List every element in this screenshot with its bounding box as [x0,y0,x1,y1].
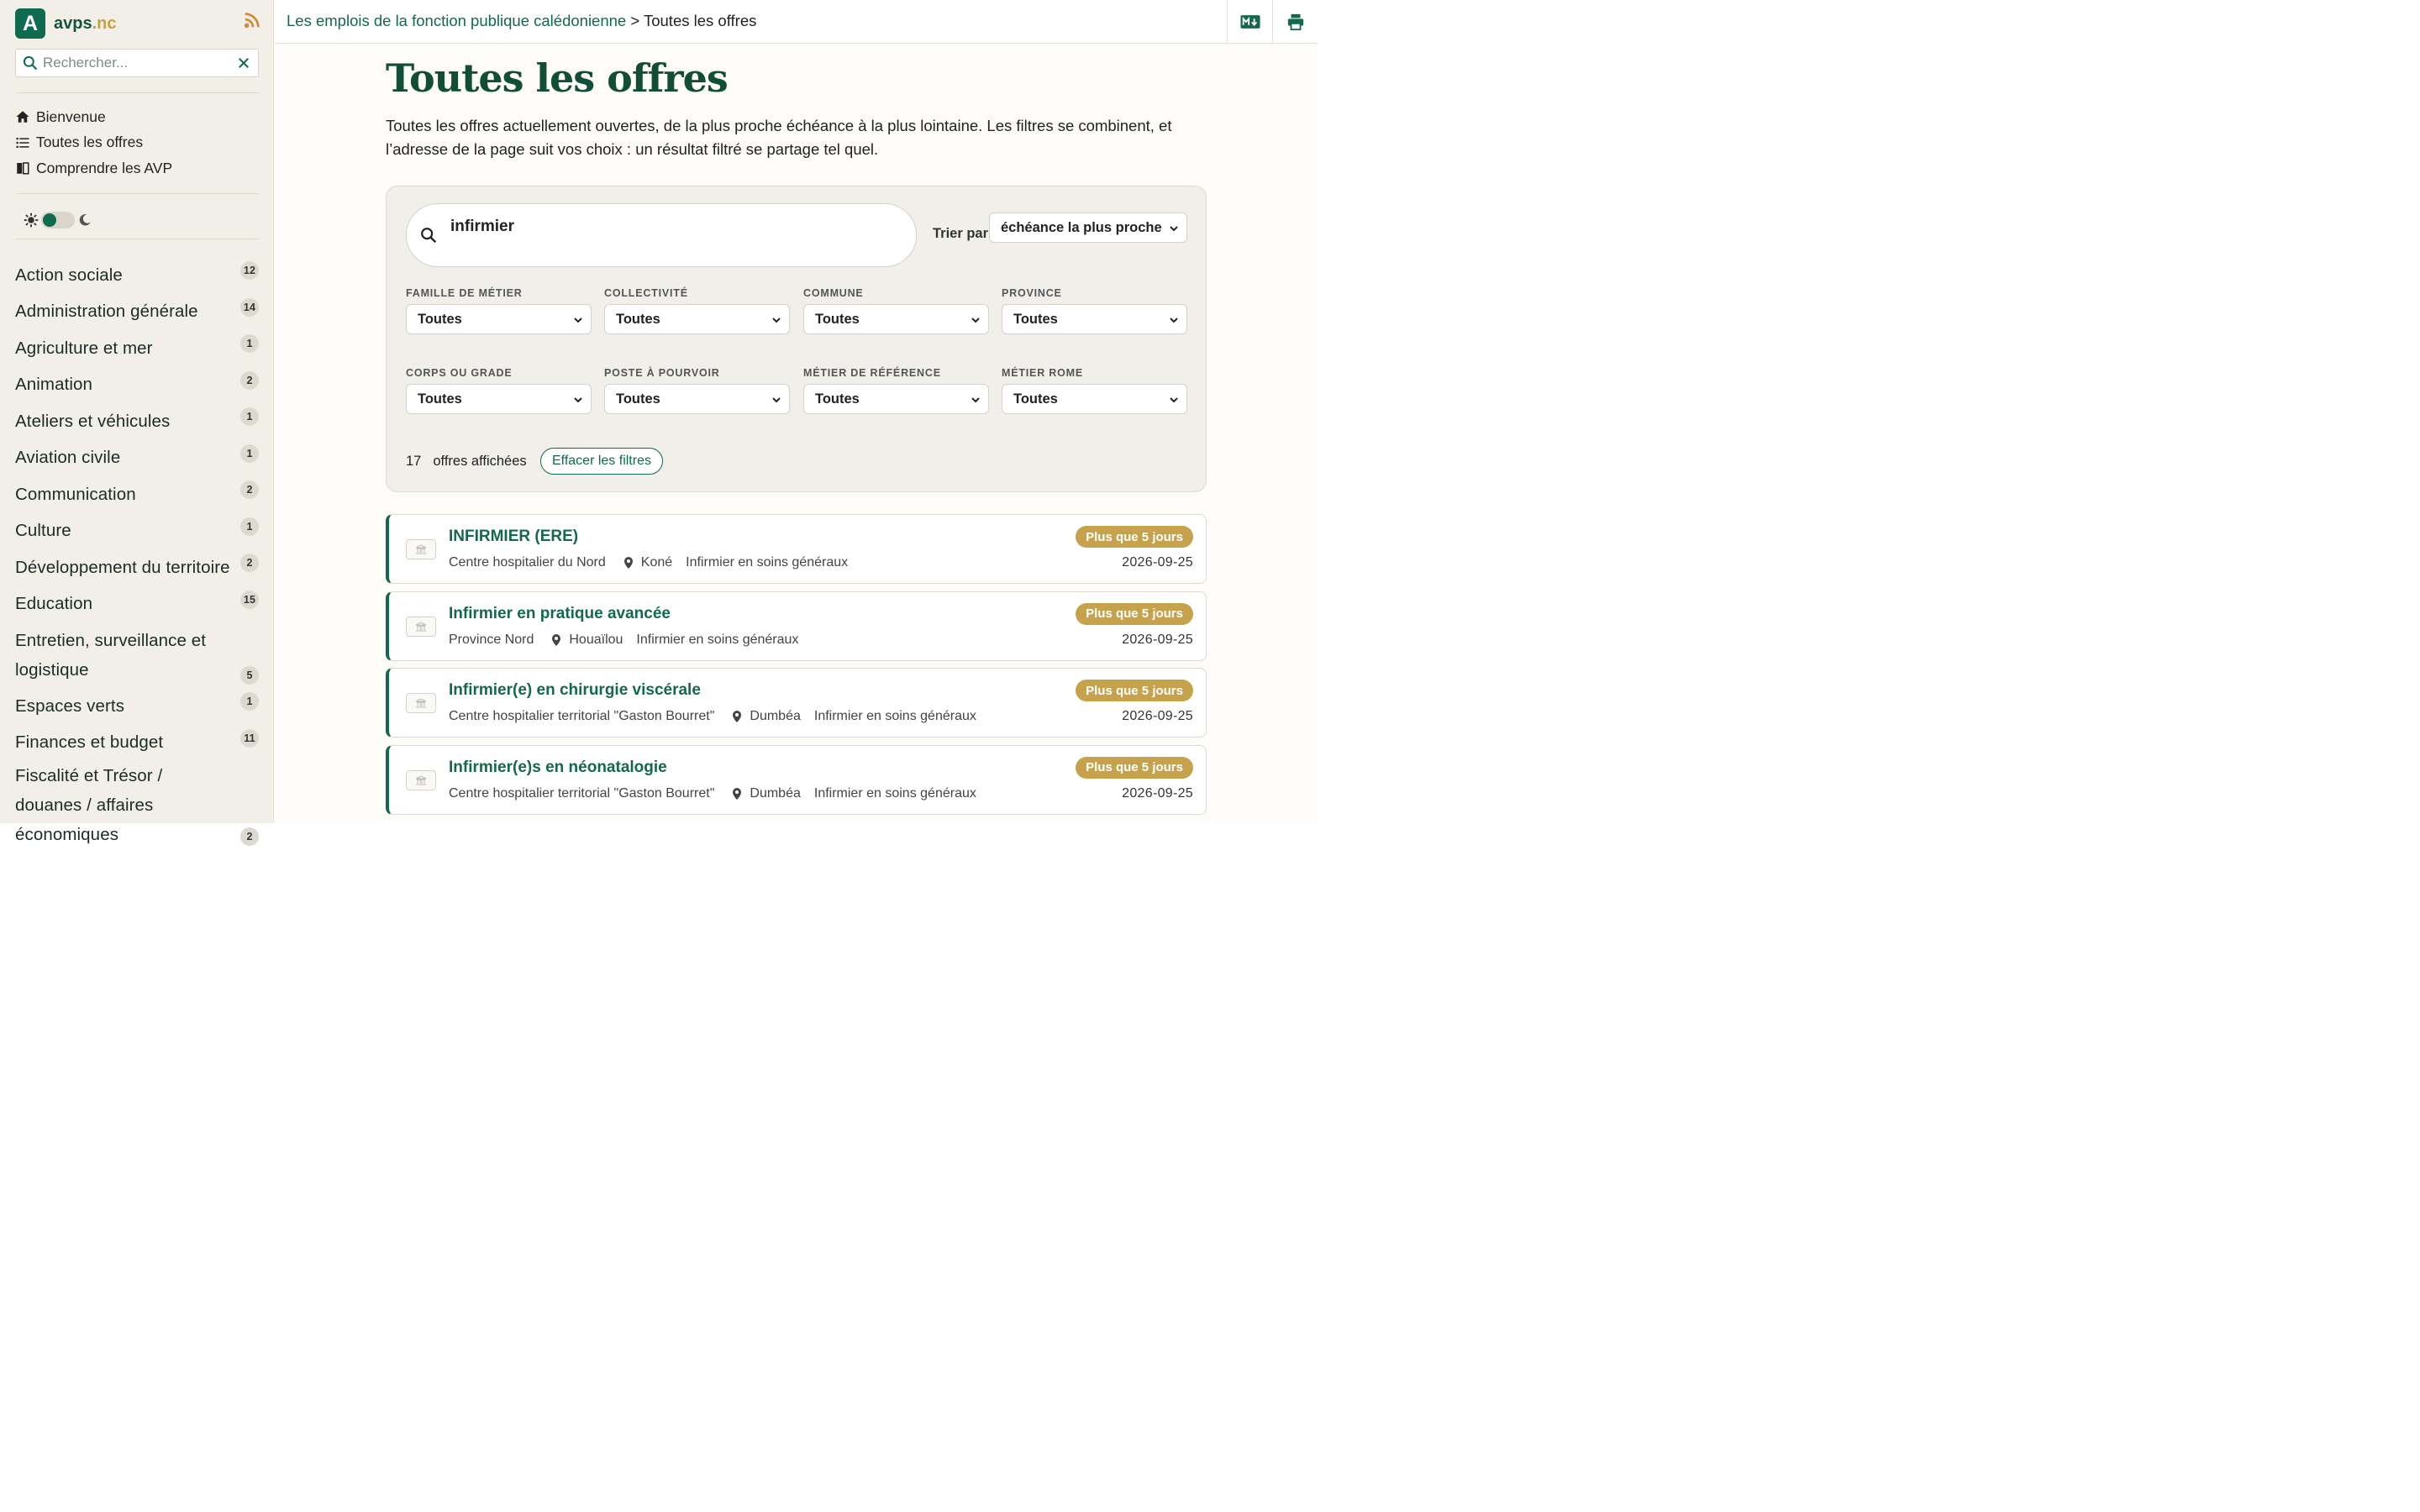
deadline-badge: Plus que 5 jours [1076,757,1193,779]
count-badge: 1 [240,692,259,711]
sort-label: Trier par [933,226,989,241]
building-icon [415,544,427,554]
count-badge: 15 [240,591,259,609]
offer-meta [449,555,848,570]
category-item[interactable]: Action sociale 12 [15,257,259,294]
deadline-badge: Plus que 5 jours [1076,680,1193,701]
offer-employer: Province Nord [449,632,534,647]
search-input[interactable] [43,55,232,71]
sidebar [0,0,274,844]
offer-search-input[interactable] [450,218,896,236]
category-item[interactable]: Agriculture et mer 1 [15,330,259,367]
result-count: 17 offres affichées [406,454,527,469]
count-badge: 11 [240,729,259,748]
employer-logo [406,539,436,559]
offer-card[interactable] [386,514,1207,584]
search-icon [22,55,39,71]
print-button[interactable] [1272,0,1318,44]
chevron-down-icon [573,395,583,405]
deadline-badge: Plus que 5 jours [1076,603,1193,625]
category-item[interactable]: Aviation civile 1 [15,440,259,477]
offer-title[interactable]: Infirmier en pratique avancée [449,604,671,622]
filter-label: MÉTIER ROME [1002,367,1083,379]
rss-icon[interactable] [243,11,261,29]
offer-date: 2026-09-25 [1122,555,1193,570]
employer-logo [406,617,436,637]
divider [15,92,259,93]
divider [15,193,259,194]
page-title: Toutes les offres [386,55,728,101]
category-item[interactable]: Education 15 [15,586,259,623]
count-badge: 5 [240,666,259,685]
main-nav [15,104,172,181]
offer-job: Infirmier en soins généraux [813,785,976,801]
category-item[interactable]: Développement du territoire 2 [15,549,259,586]
offer-title[interactable]: Infirmier(e)s en néonatalogie [449,758,667,776]
offer-job: Infirmier en soins généraux [636,632,799,647]
theme-toggle[interactable] [41,212,75,228]
sun-icon [24,213,39,228]
sort-select[interactable]: échéance la plus proche [989,213,1187,243]
chevron-down-icon [1169,223,1179,234]
count-badge: 12 [240,261,259,280]
count-badge: 2 [240,554,259,572]
offer-employer: Centre hospitalier territorial "Gaston Bourret" [449,785,715,801]
offer-meta [449,633,798,648]
offer-list [386,514,1207,822]
count-badge: 2 [240,480,259,499]
building-icon [415,775,427,785]
print-icon [1286,13,1305,31]
filter-label: POSTE À POURVOIR [604,367,720,379]
offer-card[interactable] [386,745,1207,815]
offer-commune: Koné [640,555,673,570]
offer-title[interactable]: Infirmier(e) en chirurgie viscérale [449,681,701,699]
filter-label: COLLECTIVITÉ [604,287,688,299]
brand-name: avps.nc [54,13,117,33]
home-icon [15,109,30,124]
offer-date: 2026-09-25 [1122,785,1193,801]
filter-corps-select[interactable]: Toutes [406,384,592,414]
employer-logo [406,770,436,790]
filter-metier-rome-select[interactable]: Toutes [1002,384,1187,414]
brand[interactable] [15,8,117,39]
filter-commune-select[interactable]: Toutes [803,304,989,334]
offer-date: 2026-09-25 [1122,632,1193,647]
chevron-down-icon [771,395,781,405]
filter-label: MÉTIER DE RÉFÉRENCE [803,367,941,379]
filter-poste-select[interactable]: Toutes [604,384,790,414]
count-badge: 2 [240,371,259,390]
offer-title[interactable]: INFIRMIER (ERE) [449,528,579,545]
offer-meta [449,786,976,801]
chevron-down-icon [971,315,981,325]
close-icon[interactable] [236,55,251,71]
filter-panel [386,186,1207,492]
offer-card[interactable] [386,668,1207,738]
location-pin-icon [623,556,634,570]
sidebar-search[interactable] [15,49,259,77]
logo: A [15,8,45,39]
chevron-down-icon [971,395,981,405]
chevron-down-icon [573,315,583,325]
offer-card[interactable] [386,591,1207,661]
offer-commune: Dumbéa [750,709,801,723]
offer-employer: Centre hospitalier territorial "Gaston Bourret" [449,709,715,723]
category-item[interactable]: Animation 2 [15,367,259,404]
clear-filters-button[interactable]: Effacer les filtres [540,448,663,475]
offer-commune: Houaïlou [569,632,623,647]
offer-search[interactable] [406,203,917,267]
category-item[interactable]: Communication 2 [15,476,259,513]
breadcrumb-current: Toutes les offres [643,12,757,29]
filter-label: FAMILLE DE MÉTIER [406,287,523,299]
filter-province-select[interactable]: Toutes [1002,304,1187,334]
search-icon [419,226,438,244]
filter-famille-select[interactable]: Toutes [406,304,592,334]
category-list [15,257,259,849]
building-icon [415,622,427,632]
offer-employer: Centre hospitalier du Nord [449,555,606,570]
count-badge: 1 [240,407,259,426]
breadcrumb-parent-link[interactable]: Les emplois de la fonction publique calédonienne [287,12,627,29]
list-icon [15,135,30,150]
page-intro: Toutes les offres actuellement ouvertes, de la plus proche échéance à la plus lointaine. Les filtres se combinent, et l’adresse de la page suit vos choix : un résultat filtré se partage tel quel. [386,117,1172,158]
count-badge: 2 [240,827,259,846]
nav-item-bienvenue[interactable]: Bienvenue [15,104,172,130]
category-item[interactable]: Finances et budget 11 [15,725,259,762]
main-content [386,44,1207,801]
offer-commune: Dumbéa [750,785,801,801]
toggle-knob [43,213,56,227]
filter-label: CORPS OU GRADE [406,367,513,379]
count-badge: 14 [240,298,259,317]
location-pin-icon [731,710,743,723]
count-badge: 1 [240,517,259,536]
filter-collectivite-select[interactable]: Toutes [604,304,790,334]
category-item[interactable]: Entretien, surveillance et logistique 5 [15,622,259,688]
chevron-down-icon [771,315,781,325]
chevron-down-icon [1169,315,1179,325]
count-badge: 1 [240,334,259,353]
offer-job: Infirmier en soins généraux [686,555,849,570]
location-pin-icon [731,787,743,801]
moon-icon [77,213,92,228]
offer-date: 2026-09-25 [1122,709,1193,723]
count-badge: 1 [240,444,259,463]
offer-meta [449,709,976,724]
deadline-badge: Plus que 5 jours [1076,526,1193,548]
nav-item-toutes-les-offres[interactable]: Toutes les offres [15,130,172,156]
nav-item-comprendre[interactable]: Comprendre les AVP [15,155,172,181]
theme-switcher[interactable] [24,212,92,228]
filter-metier-reference-select[interactable]: Toutes [803,384,989,414]
employer-logo [406,693,436,713]
category-item[interactable]: Ateliers et véhicules 1 [15,403,259,440]
markdown-button[interactable] [1227,0,1272,44]
building-icon [415,698,427,708]
book-icon [15,160,30,176]
filter-label: PROVINCE [1002,287,1062,299]
location-pin-icon [550,633,562,647]
breadcrumb [287,12,756,30]
offer-job: Infirmier en soins généraux [813,709,976,723]
topbar [275,0,1318,44]
category-item[interactable]: Espaces verts 1 [15,688,259,725]
breadcrumb-separator: > [630,12,640,29]
category-item[interactable]: Fiscalité et Trésor / douanes / affaires économiques 2 [15,761,259,849]
markdown-icon [1240,14,1260,29]
filter-label: COMMUNE [803,287,864,299]
category-item[interactable]: Administration générale 14 [15,294,259,331]
chevron-down-icon [1169,395,1179,405]
category-item[interactable]: Culture 1 [15,513,259,550]
